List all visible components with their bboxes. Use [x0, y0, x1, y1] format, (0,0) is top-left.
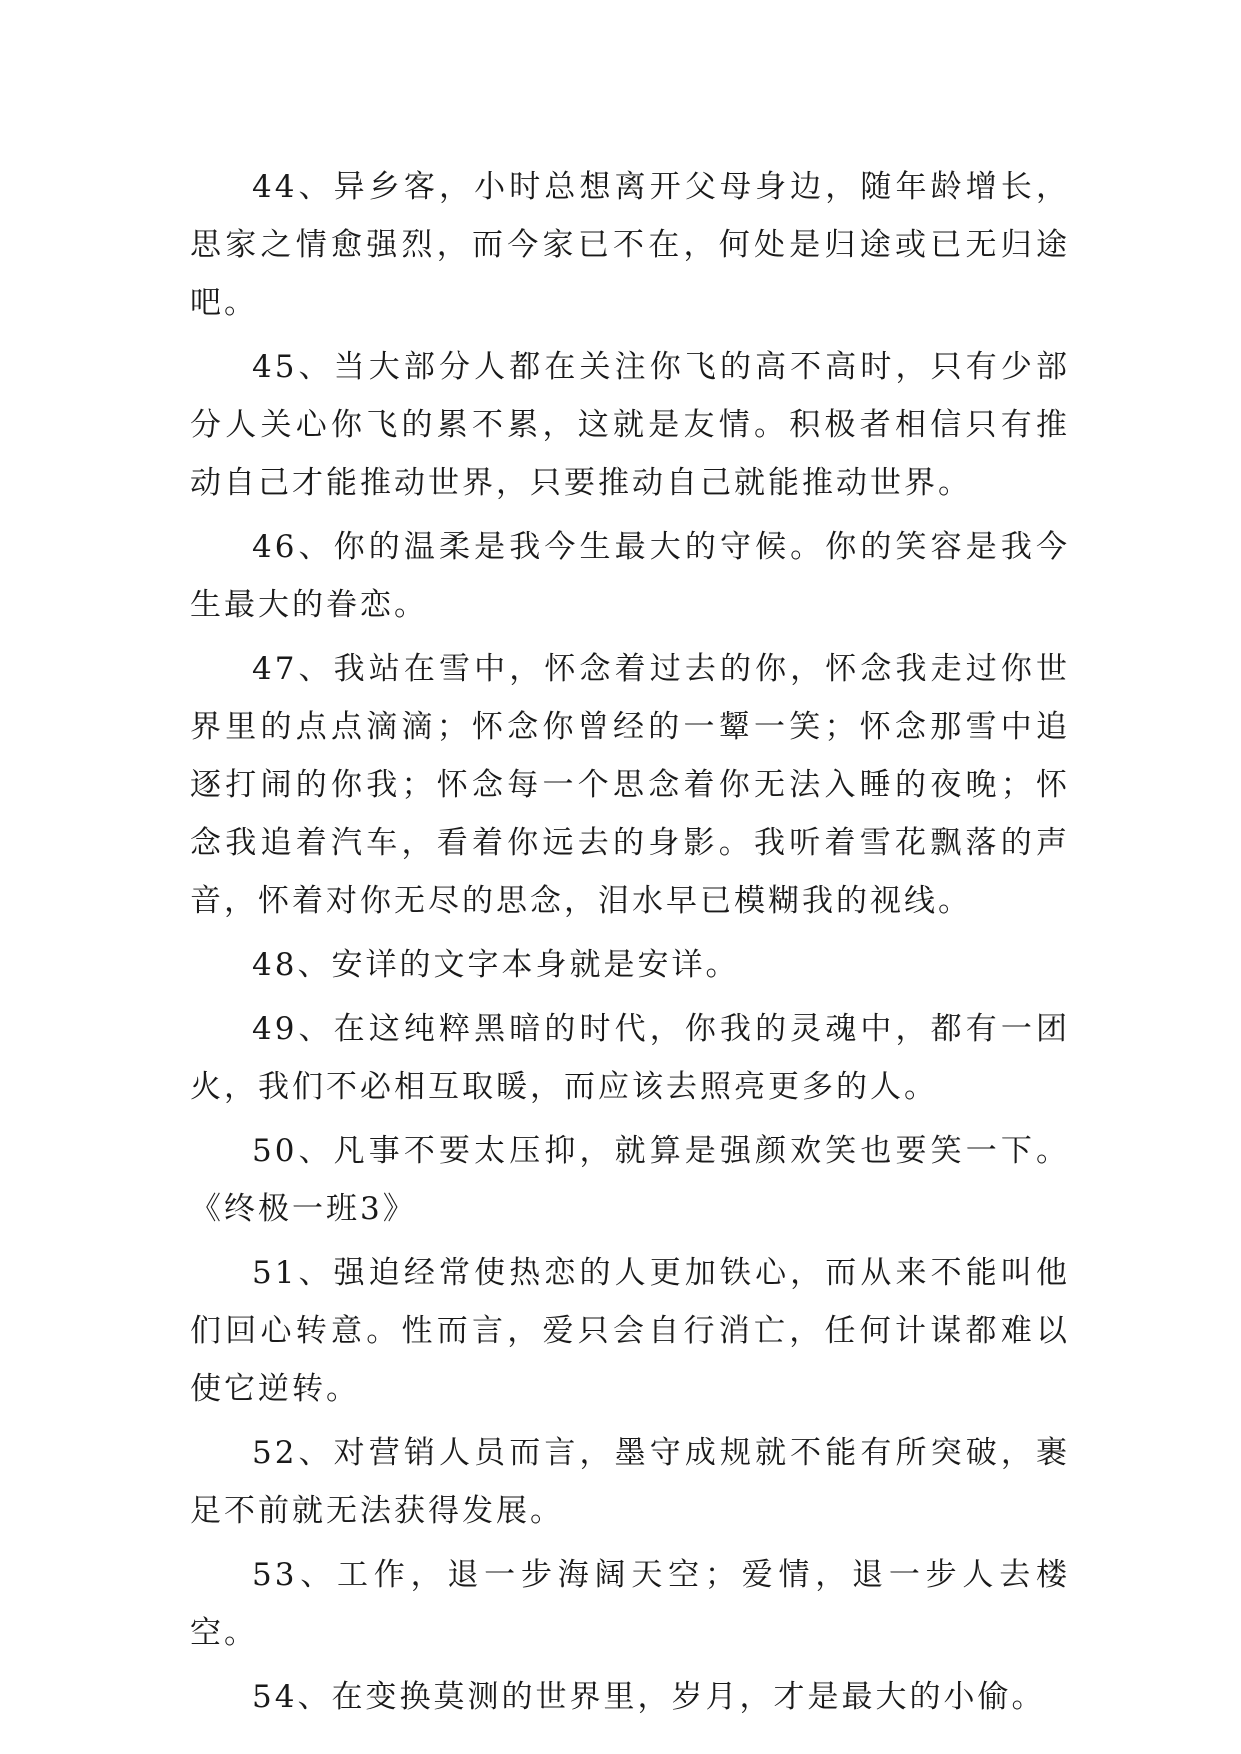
paragraph-44: 44、异乡客，小时总想离开父母身边，随年龄增长，思家之情愈强烈，而今家已不在，何处是归途或已无归途吧。 [190, 169, 1070, 321]
paragraph-51: 51、强迫经常使热恋的人更加铁心，而从来不能叫他们回心转意。性而言，爱只会自行消亡，任何计谋都难以使它逆转。 [190, 1255, 1070, 1407]
document-body [190, 158, 1070, 1732]
paragraph-50: 50、凡事不要太压抑，就算是强颜欢笑也要笑一下。《终极一班3》 [190, 1133, 1070, 1227]
paragraph-45: 45、当大部分人都在关注你飞的高不高时，只有少部分人关心你飞的累不累，这就是友情。积极者相信只有推动自己才能推动世界，只要推动自己就能推动世界。 [190, 349, 1070, 501]
paragraph-54: 54、在变换莫测的世界里，岁月，才是最大的小偷。 [252, 1679, 1046, 1715]
paragraph-52: 52、对营销人员而言，墨守成规就不能有所突破，裹足不前就无法获得发展。 [190, 1435, 1070, 1529]
paragraph-48: 48、安详的文字本身就是安详。 [252, 947, 740, 983]
paragraph-53: 53、工作，退一步海阔天空；爱情，退一步人去楼空。 [190, 1557, 1070, 1651]
paragraph-49: 49、在这纯粹黑暗的时代，你我的灵魂中，都有一团火，我们不必相互取暖，而应该去照亮更多的人。 [190, 1011, 1070, 1105]
paragraph-46: 46、你的温柔是我今生最大的守候。你的笑容是我今生最大的眷恋。 [190, 529, 1070, 623]
paragraph-47: 47、我站在雪中，怀念着过去的你，怀念我走过你世界里的点点滴滴；怀念你曾经的一颦一笑；怀念那雪中追逐打闹的你我；怀念每一个思念着你无法入睡的夜晚；怀念我追着汽车，看着你远去的身影。我听着雪花飘落的声音，怀着对你无尽的思念，泪水早已模糊我的视线。 [190, 651, 1070, 919]
